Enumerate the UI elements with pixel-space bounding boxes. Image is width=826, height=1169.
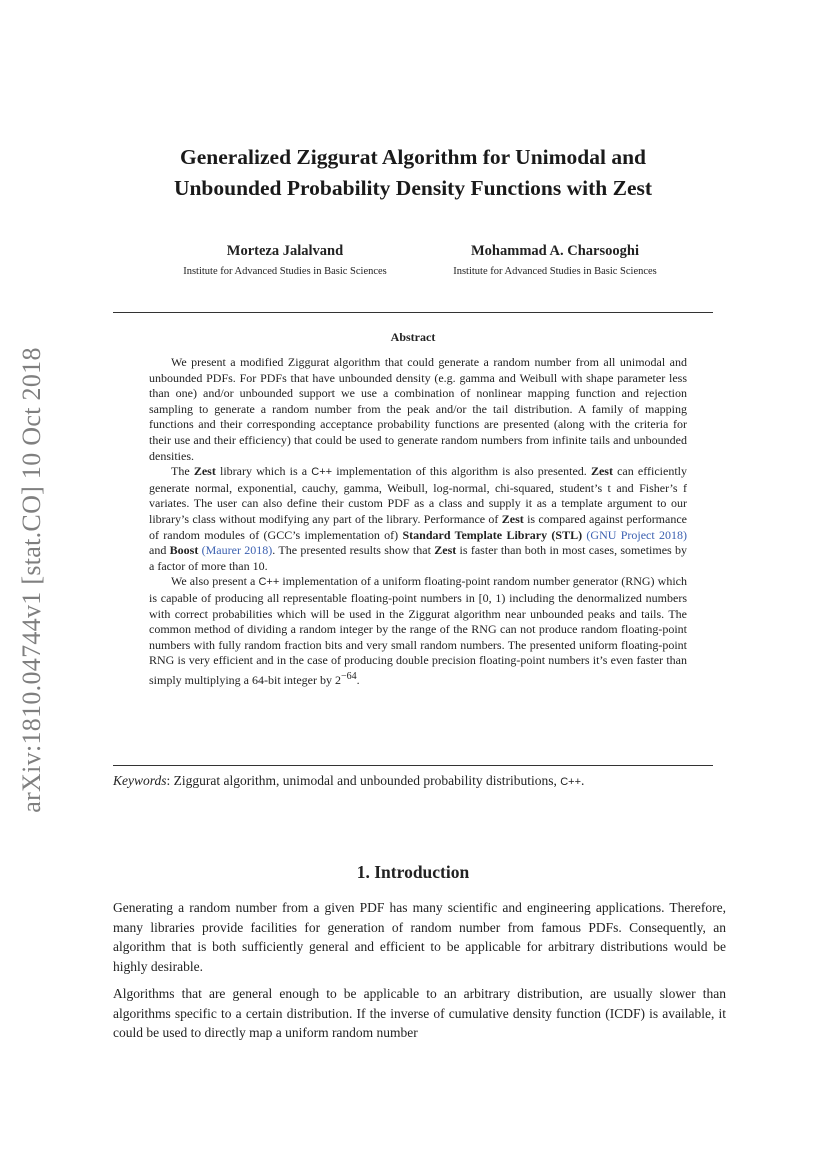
zest-name: Zest: [434, 543, 457, 558]
abstract-top-rule: [113, 312, 713, 313]
author-affiliation: Institute for Advanced Studies in Basic Sciences: [183, 266, 387, 277]
author-2: [425, 242, 685, 279]
zest-name: Zest: [590, 464, 613, 479]
citation-link-gnu[interactable]: (GNU Project 2018): [586, 527, 688, 542]
abstract-paragraph-3: We also present a C++ implementation of a uniform floating-point random number generator (RNG) which is capable of producing all representable floating-point numbers in [0, 1) including the denormalized numbers with correct probabilities which will be used in the Ziggurat algorithm near unbounded peaks and tails. The common method of dividing a random integer by the range of the RNG can not produce random floating-point numbers with fully random fraction bits and very small random numbers. The presented uniform floating-point RNG is very efficient and in the case of producing double precision floating-point numbers it’s even faster than simply multiplying a 64-bit integer by $2^{-64}$.: [149, 574, 687, 687]
exponent: −64: [340, 670, 357, 682]
abstract-paragraph-1: We present a modified Ziggurat algorithm that could generate a random number from all unimodal and unbounded PDFs. For PDFs that have unbounded density (e.g. gamma and Weibull with shape parameter less than one) and/or unbounded support we use a combination of nonlinear mapping function and rejection sampling to generate a random number from the peak and/or the tail distribution. A family of mapping functions and their corresponding acceptance probability functions are presented (along with the criteria for their use and their efficiency) that could be used to generate random numbers from infinite tails and unbounded densities.: [149, 355, 687, 463]
cpp-term: C++: [311, 466, 333, 479]
abstract-paragraph-2: The Zest library which is a C++ implementation of this algorithm is also presented. Zest can efficiently generate normal, exponential, cauchy, gamma, Weibull, log-normal, chi-squared, student’s t and Fisher’s f variates. The user can also define their custom PDF as a class and supply it as a template argument to our library’s class without modifying any part of the library. Performance of Zest is compared against performance of random modules of (GCC’s implementation of) Standard Template Library (STL) (GNU Project 2018) and Boost (Maurer 2018). The presented results show that Zest is faster than both in most cases, sometimes by a factor of more than 10.: [149, 464, 688, 573]
title-line-2: Unbounded Probability Density Functions with Zest: [173, 176, 653, 200]
keywords-label: Keywords: [113, 773, 167, 788]
keywords: Keywords: Ziggurat algorithm, unimodal and unbounded probability distributions, C++.: [113, 773, 585, 788]
arxiv-identifier: [12, 330, 52, 830]
arxiv-identifier-text: arXiv:1810.04744v1 [stat.CO] 10 Oct 2018: [17, 347, 46, 813]
body-paragraph: Algorithms that are general enough to be applicable to an arbitrary distribution, are usually slower than algorithms specific to a certain distribution. If the inverse of cumulative density function (ICDF) is available, it could be used to directly map a uniform random number: [113, 986, 726, 1040]
author-affiliation: Institute for Advanced Studies in Basic Sciences: [453, 266, 657, 277]
paper-title: [100, 142, 726, 204]
cpp-term: C++: [258, 576, 280, 589]
abstract-heading: Abstract: [390, 330, 436, 344]
section-title-introduction: 1. Introduction: [356, 862, 470, 882]
zest-name: Zest: [193, 464, 216, 479]
author-name: Morteza Jalalvand: [226, 243, 344, 259]
author-name: Mohammad A. Charsooghi: [471, 243, 639, 259]
boost-name: Boost: [169, 543, 199, 558]
zest-name: Zest: [501, 511, 524, 526]
author-1: [150, 242, 420, 279]
body-paragraph: Generating a random number from a given PDF has many scientific and engineering applications. Therefore, many libraries provide facilities for generation of random number from famous PDFs. Consequently, an algorithm that is both sufficiently general and efficient to be applicable for arbitrary distributions would be highly desirable.: [113, 900, 726, 974]
abstract-body: [149, 355, 687, 688]
title-line-1: Generalized Ziggurat Algorithm for Unimodal and: [179, 145, 647, 169]
citation-link-maurer[interactable]: (Maurer 2018): [201, 543, 273, 558]
cpp-term: C++: [560, 776, 581, 788]
introduction-body: [113, 898, 726, 1051]
stl-name: Standard Template Library (STL): [402, 527, 583, 542]
abstract-bottom-rule: [113, 765, 713, 766]
